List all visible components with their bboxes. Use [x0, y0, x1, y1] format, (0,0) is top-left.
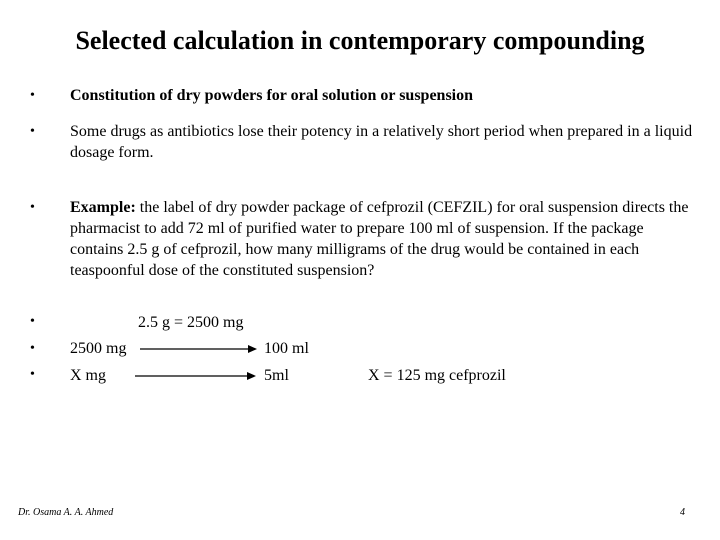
page-number: 4 [680, 507, 685, 518]
slide-title: Selected calculation in contemporary compounding [75, 26, 645, 55]
unit-conversion: 2.5 g = 2500 mg [138, 314, 244, 331]
bullet-marker: • [30, 341, 35, 356]
proportion-volume-dose: 5ml [264, 367, 289, 384]
proportion-mass-known: 2500 mg [70, 340, 127, 357]
example-body: the label of dry powder package of cefprozil (CEFZIL) for oral suspension directs the pharmacist to add 72 ml of purified water to prepare 100 ml of suspension. If the package contains 2.5 g of cefprozil, how many milligrams of the drug would be contained in each teaspoonful dose of the constituted suspension? [70, 199, 689, 279]
bullet-marker: • [30, 314, 35, 329]
bullet-marker: • [30, 367, 35, 382]
bullet-text-example [70, 197, 700, 281]
footer-author: Dr. Osama A. A. Ahmed [18, 507, 114, 518]
bullet-marker: • [30, 88, 35, 103]
proportion-volume-known: 100 ml [264, 340, 309, 357]
bullet-text-constitution: Constitution of dry powders for oral solution or suspension [70, 87, 474, 104]
example-label: Example: [70, 199, 136, 216]
calculation-result: X = 125 mg cefprozil [368, 367, 506, 384]
proportion-arrow [135, 369, 257, 383]
bullet-text-potency: Some drugs as antibiotics lose their potency in a relatively short period when prepared in a liquid dosage form. [70, 123, 693, 161]
bullet-marker: • [30, 200, 35, 215]
proportion-mass-unknown: X mg [70, 367, 106, 384]
bullet-marker: • [30, 124, 35, 139]
proportion-arrow [140, 342, 258, 356]
